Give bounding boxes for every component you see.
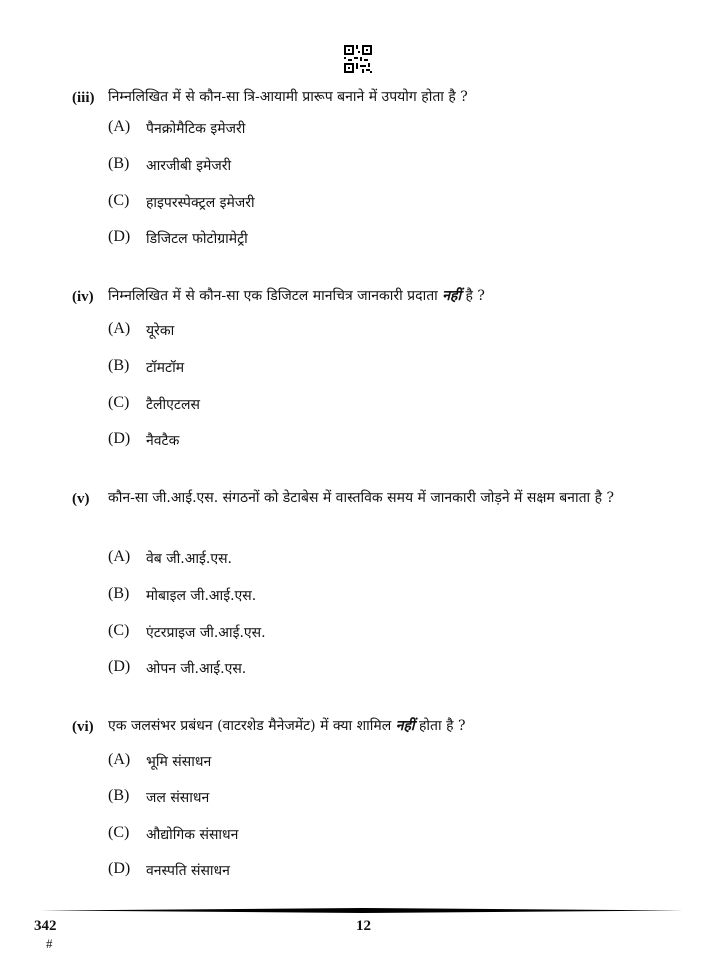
question-number: (v) [72, 491, 90, 507]
option-text: भूमि संसाधन [146, 754, 212, 770]
option-label: (B) [108, 155, 130, 172]
option-text: वनस्पति संसाधन [146, 863, 230, 879]
option-label: (A) [108, 320, 131, 337]
option-label: (C) [108, 394, 130, 411]
option-v-b[interactable] [0, 585, 727, 607]
option-text: पैनक्रोमैटिक इमेजरी [146, 121, 246, 137]
option-vi-c[interactable] [0, 824, 727, 846]
question-number: (iv) [72, 289, 94, 305]
option-label: (C) [108, 622, 130, 639]
option-text: डिजिटल फोटोग्रामेट्री [146, 231, 248, 247]
question-number: (vi) [72, 719, 94, 735]
option-iv-c[interactable] [0, 394, 727, 416]
option-label: (D) [108, 430, 131, 447]
option-vi-a[interactable] [0, 751, 727, 773]
option-text: टैलीएटलस [146, 397, 200, 413]
option-text: हाइपरस्पेक्ट्रल इमेजरी [146, 195, 255, 211]
option-v-c[interactable] [0, 622, 727, 644]
question-text: निम्नलिखित में से कौन-सा त्रि-आयामी प्रारूप बनाने में उपयोग होता है ? [108, 89, 468, 105]
option-label: (D) [108, 228, 131, 245]
option-label: (D) [108, 860, 131, 877]
option-text: वेब जी.आई.एस. [146, 551, 232, 567]
option-iii-c[interactable] [0, 192, 727, 214]
qr-code [344, 45, 372, 73]
option-v-a[interactable] [0, 548, 727, 570]
option-v-d[interactable] [0, 658, 727, 680]
option-iii-a[interactable] [0, 118, 727, 140]
option-text: जल संसाधन [146, 790, 210, 806]
option-label: (A) [108, 751, 131, 768]
question-number: (iii) [72, 90, 95, 106]
emphasis-not: नहीं [442, 288, 462, 304]
option-text: ओपन जी.आई.एस. [146, 661, 247, 677]
question-text: निम्नलिखित में से कौन-सा एक डिजिटल मानचित्र जानकारी प्रदाता नहीं है ? [108, 288, 485, 304]
footer-rule [40, 908, 684, 913]
option-label: (B) [108, 787, 130, 804]
option-label: (C) [108, 192, 130, 209]
option-label: (C) [108, 824, 130, 841]
option-text: नैवटैक [146, 433, 180, 449]
option-iv-a[interactable] [0, 320, 727, 342]
option-iii-d[interactable] [0, 228, 727, 250]
hash-mark: # [46, 936, 53, 951]
option-vi-b[interactable] [0, 787, 727, 809]
option-iv-b[interactable] [0, 357, 727, 379]
option-iii-b[interactable] [0, 155, 727, 177]
option-text: आरजीबी इमेजरी [146, 158, 232, 174]
option-text: मोबाइल जी.आई.एस. [146, 588, 257, 604]
option-label: (B) [108, 585, 130, 602]
option-vi-d[interactable] [0, 860, 727, 882]
question-text: एक जलसंभर प्रबंधन (वाटरशेड मैनेजमेंट) में क्या शामिल नहीं होता है ? [108, 718, 466, 734]
option-iv-d[interactable] [0, 430, 727, 452]
option-text: टॉमटॉम [146, 360, 185, 376]
option-text: एंटरप्राइज जी.आई.एस. [146, 625, 266, 641]
page-number: 12 [356, 918, 371, 934]
option-label: (A) [108, 548, 131, 565]
question-text: कौन-सा जी.आई.एस. संगठनों को डेटाबेस में वास्तविक समय में जानकारी जोड़ने में सक्षम बनाता है ? [108, 490, 615, 506]
paper-code: 342 [34, 918, 57, 934]
emphasis-not: नहीं [395, 718, 415, 734]
option-label: (B) [108, 357, 130, 374]
option-label: (A) [108, 118, 131, 135]
option-text: औद्योगिक संसाधन [146, 827, 239, 843]
option-label: (D) [108, 658, 131, 675]
option-text: यूरेका [146, 323, 175, 339]
